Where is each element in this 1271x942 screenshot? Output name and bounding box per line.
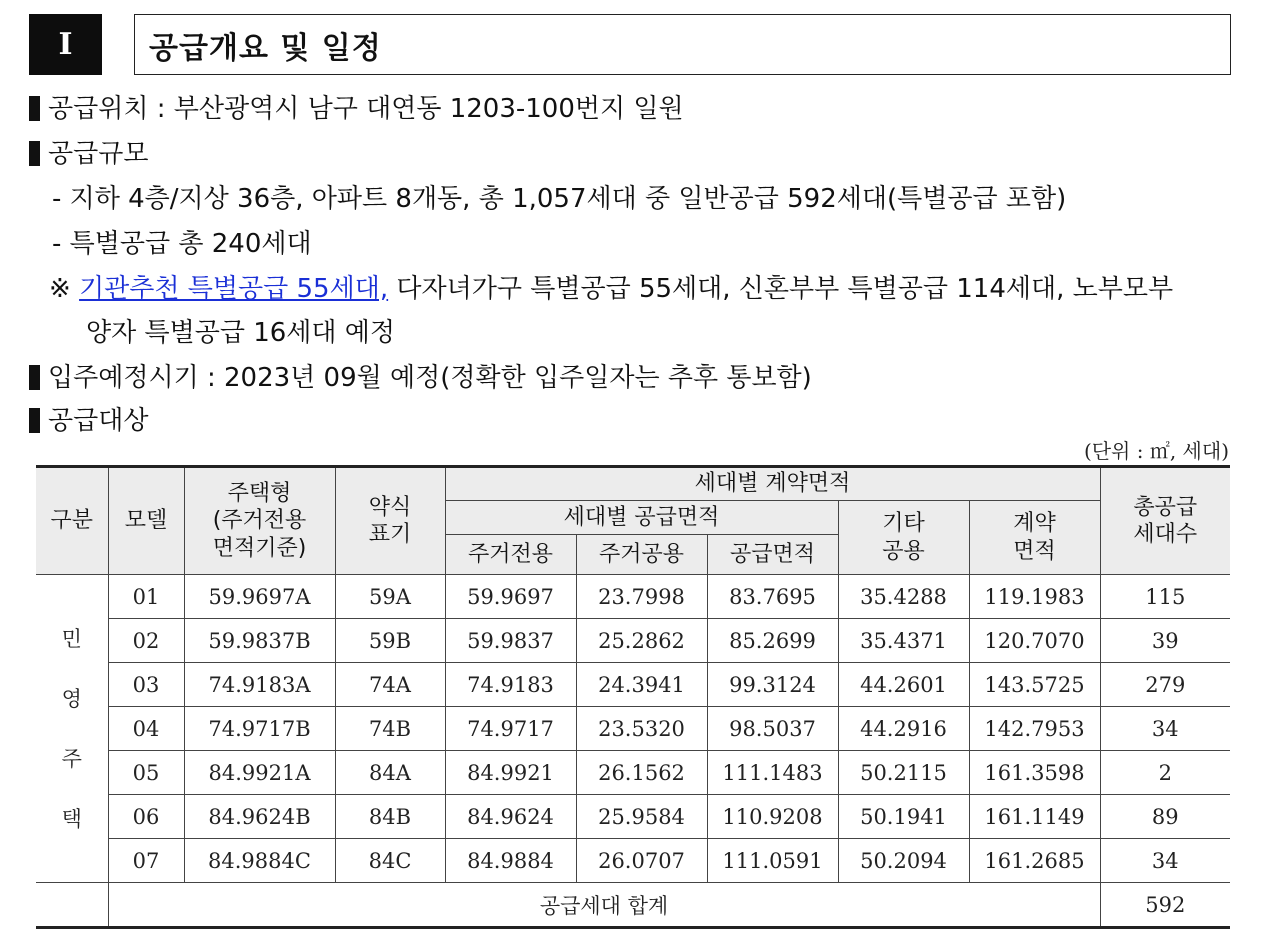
cell-short: 74B xyxy=(335,707,445,751)
cell-common: 26.1562 xyxy=(576,751,707,795)
cell-common: 24.3941 xyxy=(576,663,707,707)
cell-contract: 142.7953 xyxy=(969,707,1100,751)
cell-contract: 161.3598 xyxy=(969,751,1100,795)
cell-units: 279 xyxy=(1100,663,1230,707)
total-units: 592 xyxy=(1100,883,1230,928)
cell-contract: 161.2685 xyxy=(969,839,1100,883)
table-row xyxy=(36,575,1230,619)
cell-short: 59B xyxy=(335,619,445,663)
cell-supply: 111.1483 xyxy=(707,751,838,795)
cell-units: 39 xyxy=(1100,619,1230,663)
cell-short: 84B xyxy=(335,795,445,839)
cell-supply: 99.3124 xyxy=(707,663,838,707)
cell-short: 74A xyxy=(335,663,445,707)
cell-other: 44.2916 xyxy=(838,707,969,751)
cell-exclusive: 59.9697 xyxy=(445,575,576,619)
header-housing-type: 주택형 (주거전용 면적기준) xyxy=(184,467,335,575)
header-contract-area: 계약 면적 xyxy=(969,501,1100,575)
category-cell: 민 영 주 택 xyxy=(36,575,108,883)
cell-common: 23.7998 xyxy=(576,575,707,619)
cell-common: 25.2862 xyxy=(576,619,707,663)
special-supply-note xyxy=(49,276,1173,302)
cell-common: 26.0707 xyxy=(576,839,707,883)
cell-other: 50.2115 xyxy=(838,751,969,795)
cell-model: 04 xyxy=(108,707,184,751)
agency-recommendation-link[interactable]: 기관추천 특별공급 55세대, xyxy=(79,274,389,304)
cell-model: 05 xyxy=(108,751,184,795)
section-number: I xyxy=(29,14,102,75)
cell-supply: 85.2699 xyxy=(707,619,838,663)
square-bullet-icon xyxy=(29,365,40,390)
cell-units: 89 xyxy=(1100,795,1230,839)
cell-supply: 111.0591 xyxy=(707,839,838,883)
cell-exclusive: 84.9624 xyxy=(445,795,576,839)
table-row xyxy=(36,619,1230,663)
cell-exclusive: 74.9183 xyxy=(445,663,576,707)
header-exclusive: 주거전용 xyxy=(445,535,576,575)
movein-line: 입주예정시기 : 2023년 09월 예정(정확한 입주일자는 추후 통보함) xyxy=(29,365,812,391)
target-heading: 공급대상 xyxy=(29,408,148,434)
cell-type: 84.9921A xyxy=(184,751,335,795)
cell-other: 44.2601 xyxy=(838,663,969,707)
table-row xyxy=(36,839,1230,883)
cell-units: 34 xyxy=(1100,839,1230,883)
cell-contract: 119.1983 xyxy=(969,575,1100,619)
table-row xyxy=(36,795,1230,839)
cell-exclusive: 74.9717 xyxy=(445,707,576,751)
header-total-units: 총공급 세대수 xyxy=(1100,467,1230,575)
scale-heading: 공급규모 xyxy=(29,141,148,167)
header-category: 구분 xyxy=(36,467,108,575)
square-bullet-icon xyxy=(29,96,40,121)
section-title: 공급개요 및 일정 xyxy=(149,31,382,66)
cell-contract: 161.1149 xyxy=(969,795,1100,839)
cell-units: 115 xyxy=(1100,575,1230,619)
scale-line-2: - 특별공급 총 240세대 xyxy=(52,229,312,259)
total-label: 공급세대 합계 xyxy=(108,883,1100,928)
cell-common: 25.9584 xyxy=(576,795,707,839)
header-other-common: 기타 공용 xyxy=(838,501,969,575)
total-row xyxy=(36,883,1230,928)
cell-model: 02 xyxy=(108,619,184,663)
table-row xyxy=(36,751,1230,795)
cell-other: 35.4288 xyxy=(838,575,969,619)
reference-mark: ※ xyxy=(49,274,71,304)
cell-short: 59A xyxy=(335,575,445,619)
unit-note: (단위 : ㎡, 세대) xyxy=(1083,439,1229,463)
cell-units: 34 xyxy=(1100,707,1230,751)
cell-type: 74.9717B xyxy=(184,707,335,751)
header-supply-area: 공급면적 xyxy=(707,535,838,575)
supply-table xyxy=(36,465,1230,929)
cell-other: 35.4371 xyxy=(838,619,969,663)
cell-short: 84C xyxy=(335,839,445,883)
cell-units: 2 xyxy=(1100,751,1230,795)
cell-supply: 98.5037 xyxy=(707,707,838,751)
cell-type: 74.9183A xyxy=(184,663,335,707)
square-bullet-icon xyxy=(29,408,40,433)
cell-short: 84A xyxy=(335,751,445,795)
cell-exclusive: 84.9884 xyxy=(445,839,576,883)
header-common: 주거공용 xyxy=(576,535,707,575)
cell-type: 84.9884C xyxy=(184,839,335,883)
cell-supply: 83.7695 xyxy=(707,575,838,619)
cell-other: 50.1941 xyxy=(838,795,969,839)
special-supply-note-cont: 양자 특별공급 16세대 예정 xyxy=(86,318,396,348)
scale-line-1: - 지하 4층/지상 36층, 아파트 8개동, 총 1,057세대 중 일반공급 592세대(특별공급 포함) xyxy=(52,184,1067,214)
section-title-box xyxy=(134,14,1231,75)
cell-type: 59.9697A xyxy=(184,575,335,619)
cell-contract: 143.5725 xyxy=(969,663,1100,707)
table-row xyxy=(36,707,1230,751)
total-spacer xyxy=(36,883,108,928)
header-supply-area-group: 세대별 공급면적 xyxy=(445,501,838,535)
location-line: 공급위치 : 부산광역시 남구 대연동 1203-100번지 일원 xyxy=(29,96,684,122)
note-text: 다자녀가구 특별공급 55세대, 신혼부부 특별공급 114세대, 노부모부 xyxy=(396,274,1174,304)
table-row xyxy=(36,663,1230,707)
cell-model: 07 xyxy=(108,839,184,883)
cell-model: 01 xyxy=(108,575,184,619)
cell-model: 06 xyxy=(108,795,184,839)
cell-model: 03 xyxy=(108,663,184,707)
cell-type: 59.9837B xyxy=(184,619,335,663)
cell-common: 23.5320 xyxy=(576,707,707,751)
cell-type: 84.9624B xyxy=(184,795,335,839)
header-contract-area-group: 세대별 계약면적 xyxy=(445,467,1100,501)
cell-exclusive: 59.9837 xyxy=(445,619,576,663)
cell-supply: 110.9208 xyxy=(707,795,838,839)
cell-other: 50.2094 xyxy=(838,839,969,883)
cell-exclusive: 84.9921 xyxy=(445,751,576,795)
cell-contract: 120.7070 xyxy=(969,619,1100,663)
header-short-label: 약식 표기 xyxy=(335,467,445,575)
square-bullet-icon xyxy=(29,141,40,166)
header-model: 모델 xyxy=(108,467,184,575)
